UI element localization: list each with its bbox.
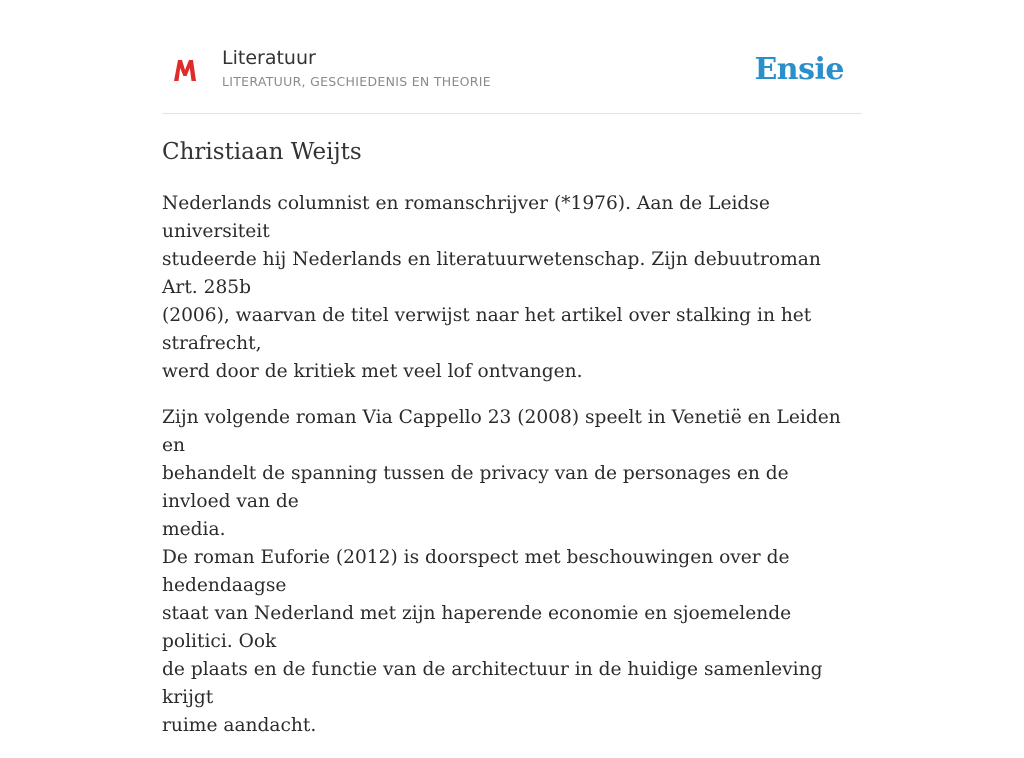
brand-logo[interactable]: Ensie	[754, 52, 844, 87]
site-title[interactable]: Literatuur	[222, 47, 316, 69]
text-line: Zijn volgende roman Via Cappello 23 (2008) speelt in Venetië en Leiden en	[162, 407, 841, 456]
site-subtitle: LITERATUUR, GESCHIEDENIS EN THEORIE	[222, 74, 491, 89]
article-paragraph	[162, 190, 862, 386]
text-line: staat van Nederland met zijn haperende economie en sjoemelende politici. Ook	[162, 603, 792, 652]
page	[162, 0, 862, 736]
text-line: ruime aandacht.	[162, 715, 317, 736]
red-m-logo-icon[interactable]	[172, 57, 198, 83]
text-line: media.	[162, 519, 226, 540]
text-line: Nederlands columnist en romanschrijver (*1976). Aan de Leidse universiteit	[162, 193, 770, 242]
text-line: studeerde hij Nederlands en literatuurwetenschap. Zijn debuutroman Art. 285b	[162, 249, 821, 298]
text-line: de plaats en de functie van de architectuur in de huidige samenleving krijgt	[162, 659, 823, 708]
text-line: De roman Euforie (2012) is doorspect met beschouwingen over de hedendaagse	[162, 547, 790, 596]
text-line: werd door de kritiek met veel lof ontvangen.	[162, 361, 583, 382]
article-paragraph	[162, 404, 862, 740]
article-title: Christiaan Weijts	[162, 139, 362, 165]
article-body	[162, 190, 862, 758]
text-line: behandelt de spanning tussen de privacy van de personages en de invloed van de	[162, 463, 789, 512]
text-line: (2006), waarvan de titel verwijst naar het artikel over stalking in het strafrecht,	[162, 305, 812, 354]
site-header	[162, 40, 862, 114]
